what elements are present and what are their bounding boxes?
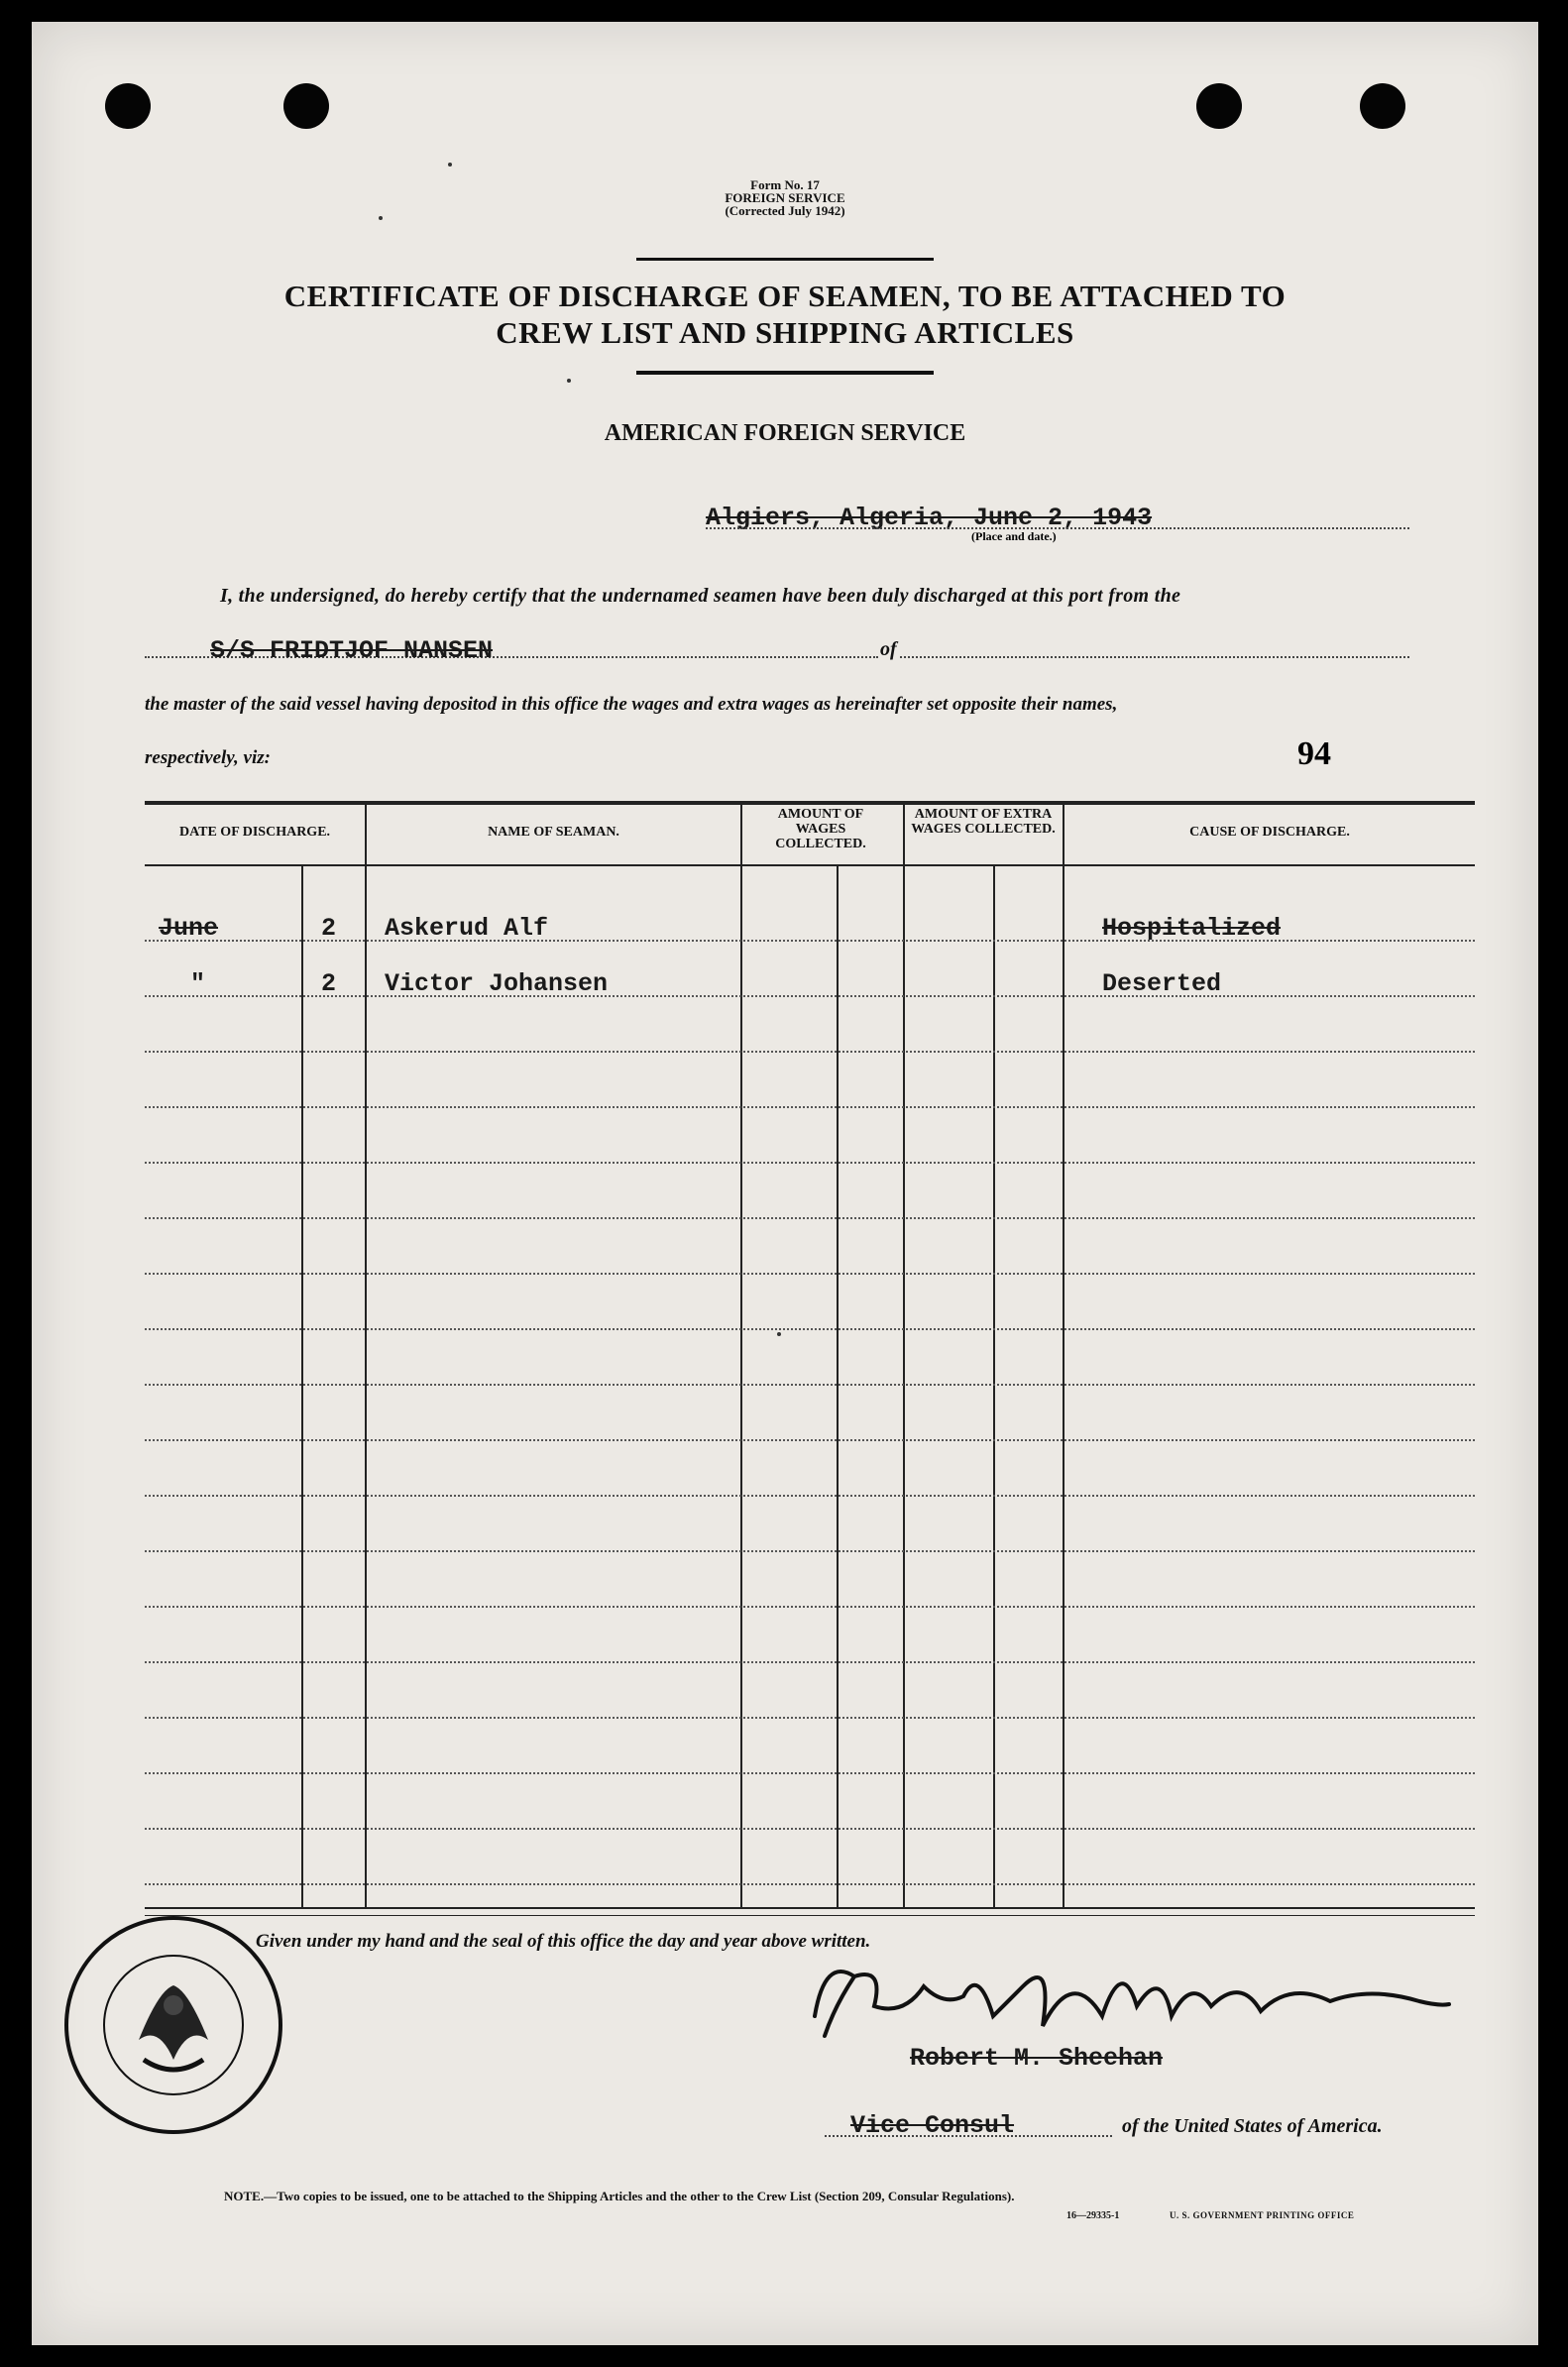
document-number: 94 — [1297, 735, 1331, 772]
form-number: Form No. 17 — [750, 177, 820, 192]
speck — [448, 163, 452, 167]
col-divider-wages — [740, 801, 742, 1907]
place-date-caption: (Place and date.) — [971, 529, 1057, 543]
row-line — [145, 995, 1475, 997]
row-line — [145, 1606, 1475, 1608]
table-row-2-day: 2 — [321, 969, 337, 998]
col-divider-wages-cents — [837, 864, 839, 1907]
service-heading: AMERICAN FOREIGN SERVICE — [604, 420, 966, 446]
table-row-2-month: " — [190, 969, 206, 998]
port-line — [900, 656, 1409, 658]
row-line — [145, 1495, 1475, 1497]
place-date-line — [706, 527, 1409, 529]
header-extra-wages-collected: AMOUNT OF EXTRA WAGES COLLECTED. — [911, 807, 1056, 837]
row-line — [145, 1051, 1475, 1053]
place-date-value: Algiers, Algeria, June 2, 1943 — [706, 504, 1153, 532]
footer-rule — [145, 1915, 1475, 1916]
signer-name: Robert M. Sheehan — [910, 2044, 1164, 2073]
title-line-2: CREW LIST AND SHIPPING ARTICLES — [496, 315, 1074, 350]
col-divider-name — [365, 801, 367, 1907]
row-line — [145, 1439, 1475, 1441]
header-wages-collected: AMOUNT OF WAGES COLLECTED. — [775, 807, 866, 851]
col-divider-day — [301, 864, 303, 1907]
vessel-name: S/S FRIDTJOF NANSEN — [210, 636, 494, 665]
row-line — [145, 1162, 1475, 1164]
row-line — [145, 1883, 1475, 1885]
title-line-1: CERTIFICATE OF DISCHARGE OF SEAMEN, TO BE ATTACHED TO — [283, 279, 1287, 313]
footnote: NOTE.—Two copies to be issued, one to be attached to the Shipping Articles and the other to the Crew List (Section 209, Consular Regulations). — [224, 2189, 1015, 2203]
row-line — [145, 1273, 1475, 1275]
title-rule-bottom — [636, 371, 934, 375]
table-top-rule — [145, 801, 1475, 805]
table-row-1-name: Askerud Alf — [385, 914, 549, 943]
table-bottom-rule — [145, 1907, 1475, 1909]
table-header-rule — [145, 864, 1475, 866]
printer-imprint: U. S. GOVERNMENT PRINTING OFFICE — [1170, 2210, 1355, 2220]
given-under-hand: Given under my hand and the seal of this office the day and year above written. — [256, 1931, 871, 1952]
document-page — [32, 22, 1538, 2345]
form-corrected: (Corrected July 1942) — [725, 203, 845, 218]
form-number-block — [32, 178, 1538, 217]
print-code: 16—29335-1 — [1066, 2210, 1120, 2221]
table-row-2-name: Victor Johansen — [385, 969, 609, 998]
punch-hole — [1196, 83, 1242, 129]
speck — [567, 379, 571, 383]
table-row-1-month: June — [159, 914, 219, 943]
row-line — [145, 1550, 1475, 1552]
header-date-of-discharge: DATE OF DISCHARGE. — [178, 825, 331, 840]
document-title — [32, 278, 1538, 351]
row-line — [145, 1828, 1475, 1830]
header-name-of-seaman: NAME OF SEAMAN. — [488, 825, 619, 840]
table-row-1-day: 2 — [321, 914, 337, 943]
punch-hole — [105, 83, 151, 129]
col-divider-extra-cents — [993, 864, 995, 1907]
form-service: FOREIGN SERVICE — [725, 190, 845, 205]
row-line — [145, 1217, 1475, 1219]
row-line — [145, 1106, 1475, 1108]
row-line — [145, 1772, 1475, 1774]
handwritten-signature — [795, 1947, 1469, 2056]
row-line — [145, 1328, 1475, 1330]
of-united-states: of the United States of America. — [1122, 2115, 1383, 2137]
certify-line-2: the master of the said vessel having depositod in this office the wages and extra wages as hereinafter set opposite their names, — [145, 694, 1118, 715]
certify-line-1: I, the undersigned, do hereby certify that the undernamed seamen have been duly discharged at this port from the — [220, 585, 1181, 607]
row-line — [145, 1717, 1475, 1719]
punch-hole — [283, 83, 329, 129]
header-cause-of-discharge: CAUSE OF DISCHARGE. — [1189, 825, 1350, 840]
row-line — [145, 1661, 1475, 1663]
table-row-1-cause: Hospitalized — [1102, 914, 1282, 943]
title-rule-top — [636, 258, 934, 261]
signer-title-line — [825, 2135, 1112, 2137]
signer-title: Vice Consul — [850, 2111, 1015, 2140]
speck — [777, 1332, 781, 1336]
consulate-seal — [59, 1911, 287, 2139]
col-divider-cause — [1063, 801, 1064, 1907]
table-row-2-cause: Deserted — [1102, 969, 1222, 998]
row-line — [145, 1384, 1475, 1386]
punch-hole — [1360, 83, 1405, 129]
of-label: of — [880, 638, 897, 660]
certify-line-3: respectively, viz: — [145, 747, 271, 768]
col-divider-extra — [903, 801, 905, 1907]
